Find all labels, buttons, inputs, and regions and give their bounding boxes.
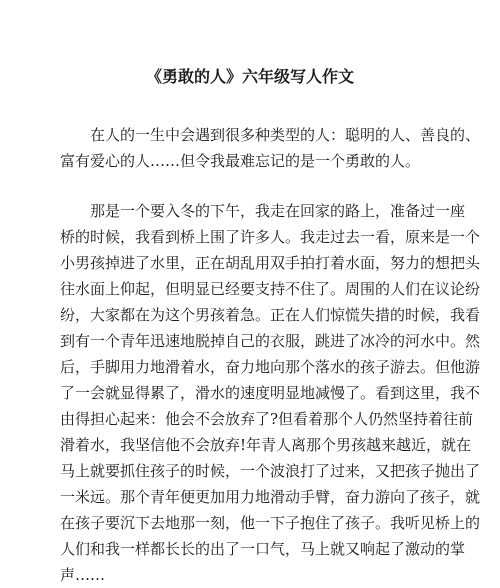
paragraph-1-line-2: 富有爱心的人……但令我最难忘记的是一个勇敢的人。: [60, 152, 421, 170]
paragraph-2-line-9: 由得担心起来：他会不会放弃了?但看着那个人仍然坚持着往前: [60, 410, 474, 428]
paragraph-2-line-12: 一米远。那个青年便更加用力地滑动手臂，奋力游向了孩子，就: [60, 488, 481, 506]
paragraph-2-line-1: 那是一个要入冬的下午，我走在回家的路上，准备过一座: [90, 202, 466, 220]
paragraph-2-line-8: 了一会就显得累了，滑水的速度明显地减慢了。看到这里，我不: [60, 384, 481, 402]
paragraph-2-line-10: 滑着水，我坚信他不会放弃!年青人离那个男孩越来越近，就在: [60, 436, 472, 454]
paragraph-2-line-2: 桥的时候，我看到桥上围了许多人。我走过去一看，原来是一个: [60, 228, 481, 246]
paragraph-2-line-4: 往水面上仰起，但明显已经要支持不住了。周围的人们在议论纷: [60, 280, 481, 298]
paragraph-2-line-13: 在孩子要沉下去地那一刻，他一下子抱住了孩子。我听见桥上的: [60, 514, 481, 532]
paragraph-2-line-5: 纷，大家都在为这个男孩着急。正在人们惊慌失措的时候，我看: [60, 306, 481, 324]
paragraph-2-line-3: 小男孩掉进了水里，正在胡乱用双手拍打着水面，努力的想把头: [60, 254, 481, 272]
paragraph-2-line-11: 马上就要抓住孩子的时候，一个波浪打了过来，又把孩子抛出了: [60, 462, 481, 480]
paragraph-2-line-14: 人们和我一样都长长的出了一口气，马上就又响起了激动的掌: [60, 540, 466, 558]
paragraph-gap: [60, 174, 440, 198]
document-body: [60, 122, 481, 588]
paragraph-2-line-6: 到有一个青年迅速地脱掉自己的衣服，跳进了冰冷的河水中。然: [60, 332, 481, 350]
document-title: 《勇敢的人》六年级写人作文: [145, 67, 354, 86]
paragraph-2-line-15: 声……: [60, 566, 106, 584]
paragraph-2-line-7: 后，手脚用力地滑着水，奋力地向那个落水的孩子游去。但他游: [60, 358, 481, 376]
paragraph-1-line-1: 在人的一生中会遇到很多种类型的人：聪明的人、善良的、: [90, 126, 481, 144]
